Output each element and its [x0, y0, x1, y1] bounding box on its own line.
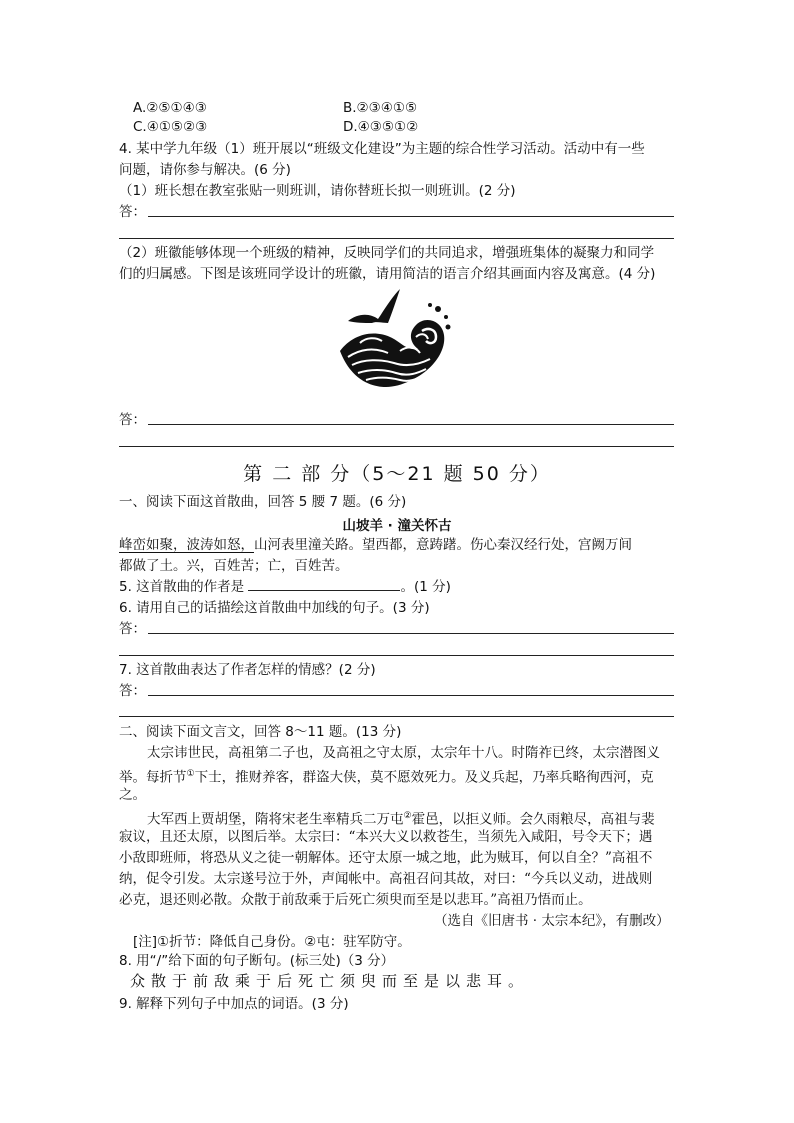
- passage-text: 霍邑，以拒义师。会久雨粮尽，高祖与裴: [411, 811, 655, 828]
- passage-source: （选自《旧唐书 · 太宗本纪》，有删改）: [434, 913, 670, 929]
- passage-p2-line1: [147, 806, 655, 830]
- poem-underlined-phrase: 峰峦如聚，波涛如怒，: [119, 537, 254, 553]
- part2-heading: 第 二 部 分（5～21 题 50 分）: [243, 463, 551, 485]
- q4-sub2-line2: 们的归属感。下图是该班同学设计的班徽，请用简洁的语言介绍其画面内容及寓意。(4 分): [119, 266, 656, 282]
- q7: 7. 这首散曲表达了作者怎样的情感？(2 分): [119, 662, 376, 678]
- q8: 8. 用“/”给下面的句子断句。(标三处)（3 分）: [119, 953, 395, 969]
- option-c: C.④①⑤②③: [133, 119, 208, 135]
- passage-p1-line3: 之。: [119, 787, 146, 803]
- section1-intro: 一、阅读下面这首散曲，回答 5 腰 7 题。(6 分): [119, 494, 407, 510]
- q8-sentence[interactable]: 众散于前敌乘于后死亡须臾而至是以悲耳。: [130, 972, 530, 990]
- passage-p2-line4: 纳，促令引发。太宗遂号泣于外，声闻帐中。高祖召问其故，对曰：“今兵以义动，进战则: [119, 871, 653, 887]
- passage-text: 下士，推财养客，群盗大侠，莫不愿效死力。及义兵起，乃率兵略徇西河，克: [194, 769, 654, 786]
- answer-label: 答：: [119, 412, 146, 428]
- q9: 9. 解释下列句子中加点的词语。(3 分): [119, 996, 349, 1012]
- passage-p2-line5: 必克，退还则必散。众散于前敌乘于后死亡须臾而至是以悲耳。”高祖乃悟而止。: [119, 892, 592, 908]
- passage-text: 大军西上贾胡堡，隋将宋老生率精兵二万屯: [147, 811, 404, 828]
- q6: 6. 请用自己的话描绘这首散曲中加线的句子。(3 分): [119, 600, 430, 616]
- passage-text: 举。每折节: [119, 769, 187, 786]
- q4-sub2-line1: （2）班徽能够体现一个班级的精神，反映同学们的共同追求，增强班集体的凝聚力和同学: [119, 245, 655, 261]
- poem-line1-rest: 山河表里潼关路。望西都，意踌躇。伤心秦汉经行处，宫阙万间: [254, 537, 632, 553]
- answer-line[interactable]: [148, 216, 674, 217]
- q5-blank[interactable]: [248, 577, 400, 591]
- q5-points: 。(1 分): [400, 579, 451, 595]
- q5-text: 5. 这首散曲的作者是: [119, 579, 245, 595]
- option-b: B.②③④①⑤: [343, 100, 418, 116]
- answer-label: 答：: [119, 621, 146, 637]
- poem-title: 山坡羊 · 潼关怀古: [342, 518, 452, 534]
- q4-stem-line1: 4. 某中学九年级（1）班开展以“班级文化建设”为主题的综合性学习活动。活动中有一些: [119, 141, 645, 157]
- answer-line[interactable]: [148, 695, 674, 696]
- q5: [119, 577, 451, 597]
- footnote-marker: ①: [186, 769, 195, 779]
- answer-line[interactable]: [148, 633, 674, 634]
- q4-stem-line2: 问题，请你参与解决。(6 分): [119, 162, 291, 178]
- poem-line1: [119, 535, 632, 555]
- answer-line[interactable]: [119, 655, 674, 656]
- passage-p2-line3: 小敌即班师，将恐从义之徒一朝解体。还守太原一城之地，此为贼耳，何以自全？”高祖不: [119, 850, 653, 866]
- passage-note: [注]①折节：降低自己身份。②屯：驻军防守。: [133, 934, 411, 950]
- option-a: A.②⑤①④③: [133, 100, 207, 116]
- answer-line[interactable]: [119, 238, 674, 239]
- answer-line[interactable]: [148, 424, 674, 425]
- section2-intro: 二、阅读下面文言文，回答 8～11 题。(13 分): [119, 724, 402, 740]
- passage-p1-line2: [119, 764, 654, 788]
- class-emblem-image: [330, 287, 454, 401]
- bird-icon: [348, 289, 400, 323]
- footnote-marker: ②: [403, 811, 412, 821]
- poem-line2: 都做了土。兴，百姓苦；亡，百姓苦。: [119, 558, 349, 574]
- answer-line[interactable]: [119, 716, 674, 717]
- q4-sub1: （1）班长想在教室张贴一则班训，请你替班长拟一则班训。(2 分): [119, 183, 516, 199]
- passage-p1-line1: 太宗讳世民，高祖第二子也，及高祖之守太原，太宗年十八。时隋祚已终，太宗潜图义: [147, 745, 660, 761]
- passage-p2-line2: 寂议，且还太原，以图后举。太宗曰：“本兴大义以救苍生，当须先入咸阳，号令天下；遇: [119, 829, 653, 845]
- answer-line[interactable]: [119, 446, 674, 447]
- answer-label: 答：: [119, 204, 146, 220]
- option-d: D.④③⑤①②: [343, 119, 419, 135]
- answer-label: 答：: [119, 683, 146, 699]
